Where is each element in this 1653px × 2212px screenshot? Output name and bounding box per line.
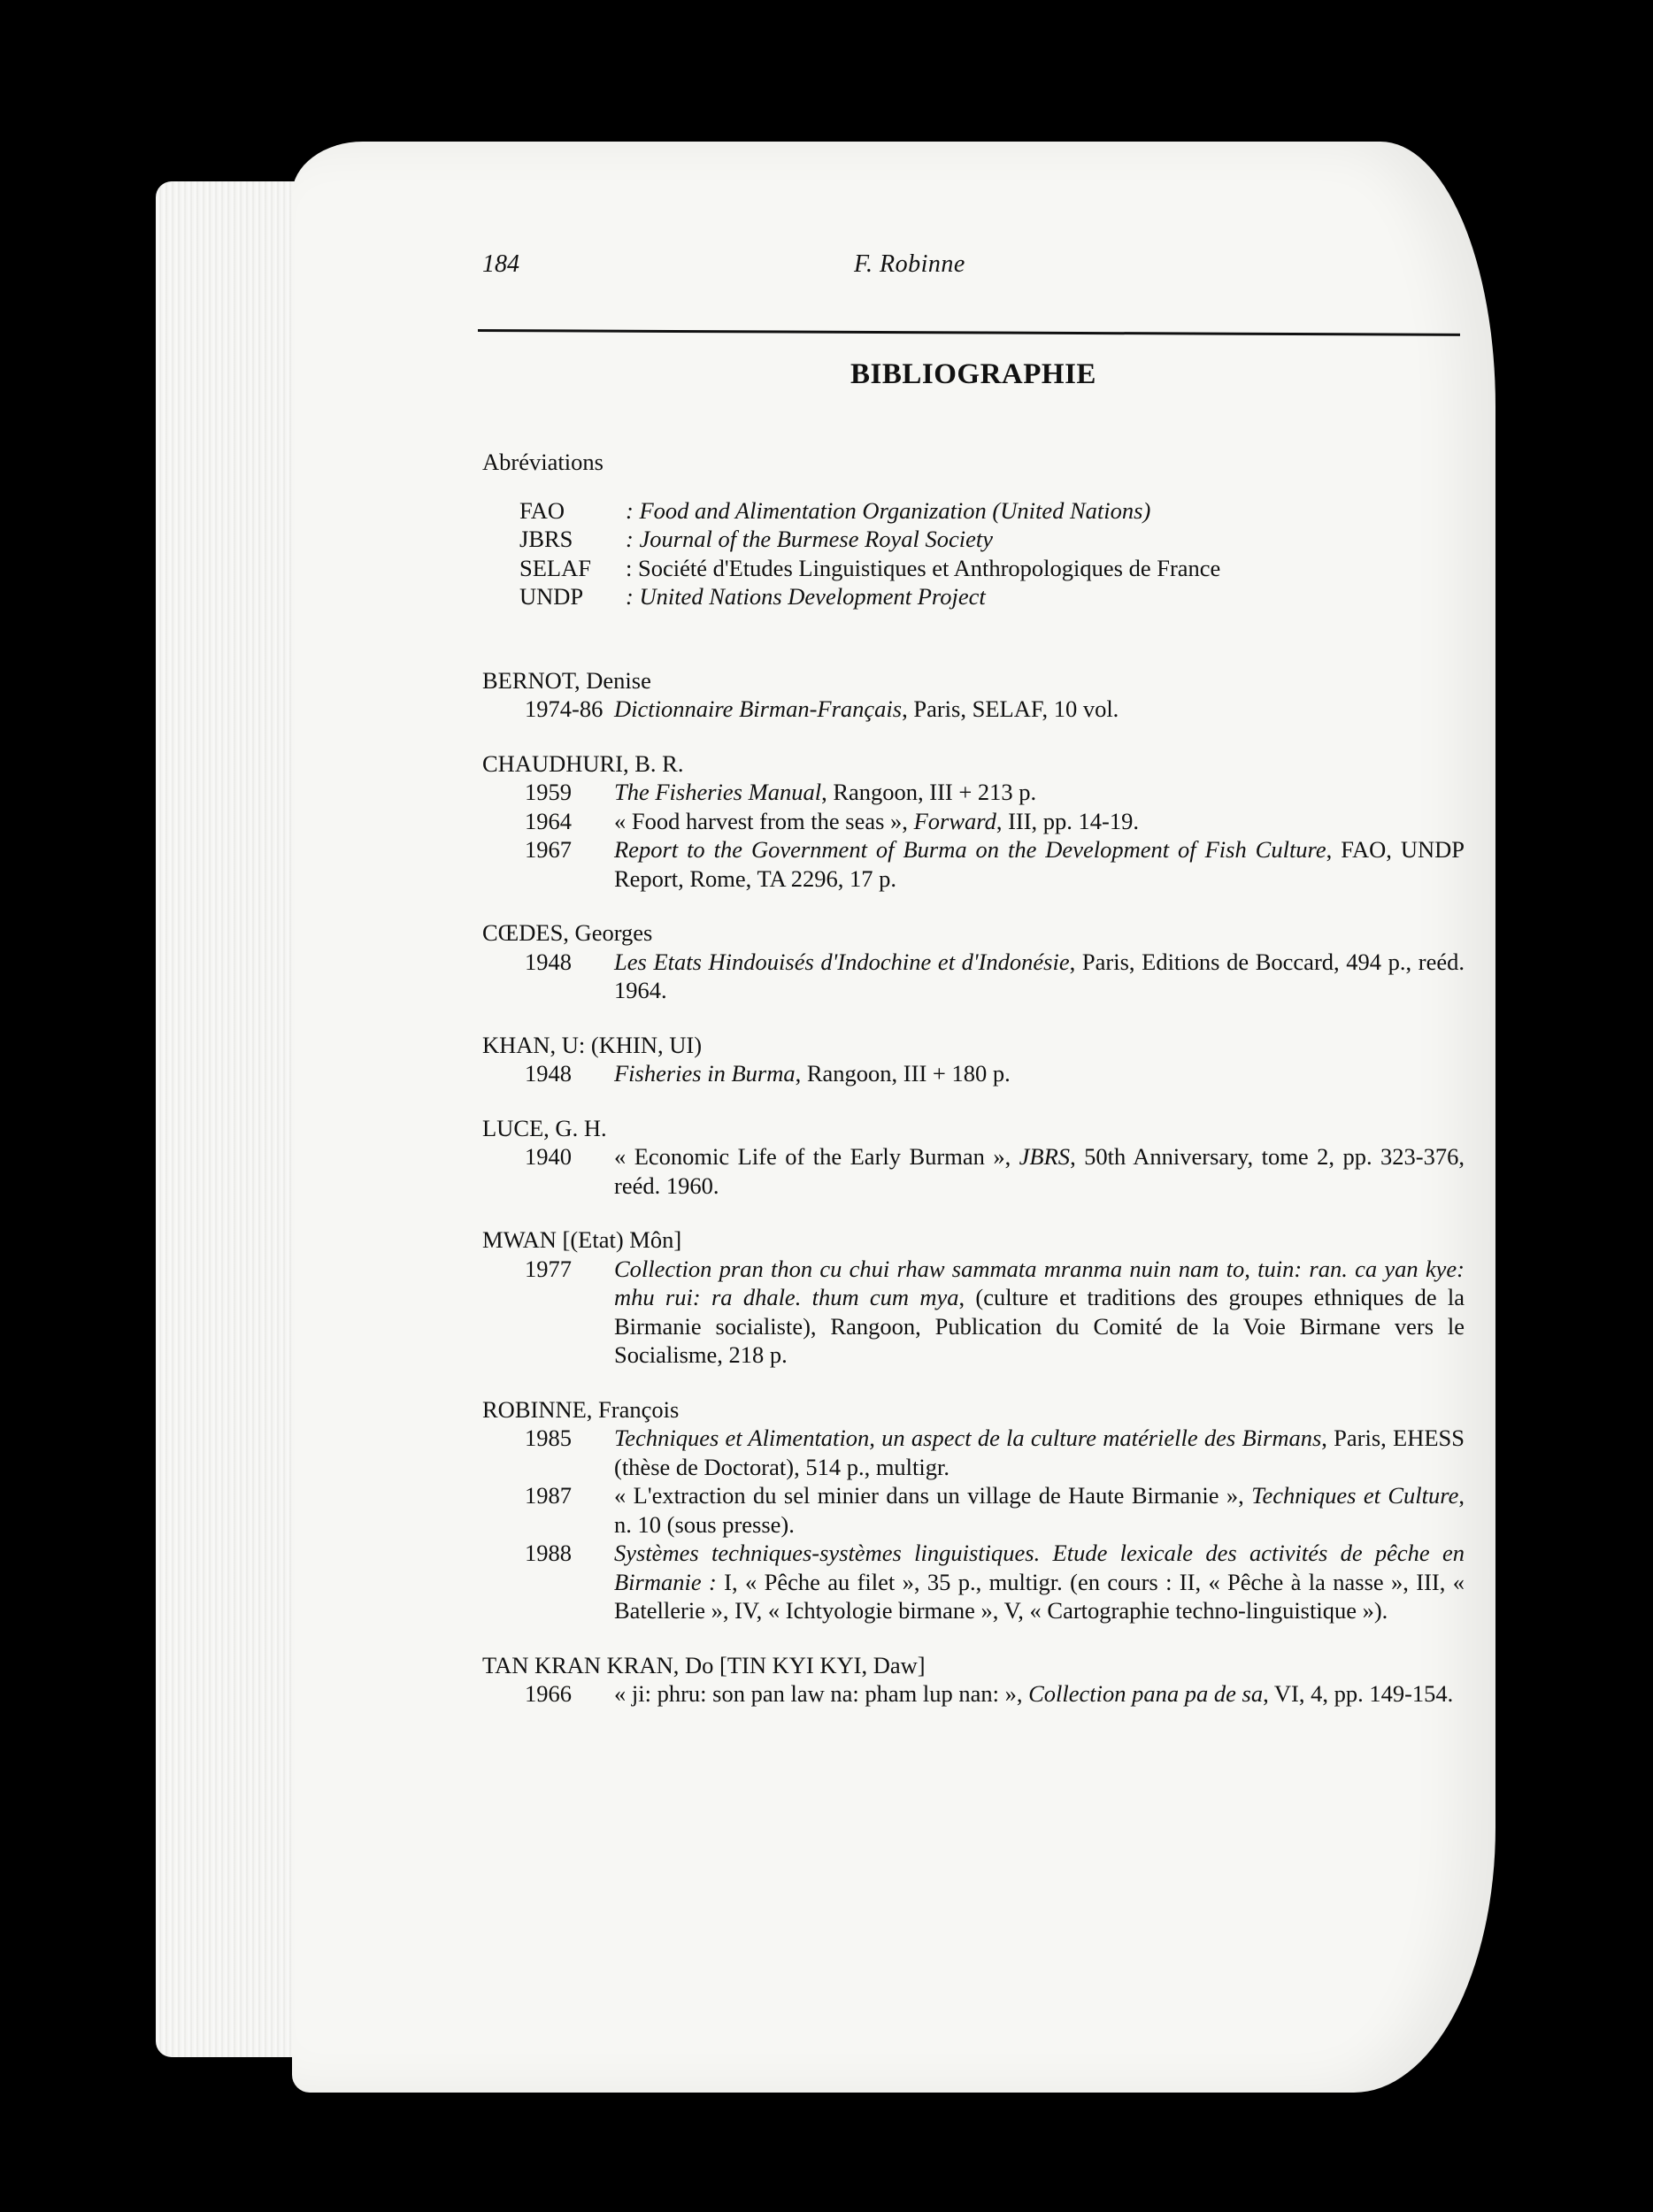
entry-title: The Fisheries Manual	[614, 779, 822, 805]
abbreviation-definition: : Société d'Etudes Linguistiques et Anthropologiques de France	[626, 554, 1221, 581]
bibliography-entry	[482, 1679, 1465, 1709]
abbreviation-row	[482, 496, 1465, 526]
entry-text	[614, 1679, 1465, 1709]
abbreviation-code: SELAF	[519, 554, 591, 581]
entry-year: 1974-86	[525, 695, 604, 722]
abbreviation-row	[482, 525, 1465, 554]
entry-details: , Paris, Editions de Boccard, 494 p., reéd. 1964.	[614, 948, 1465, 1003]
entry-year: 1987	[525, 1482, 572, 1509]
author-spacer	[482, 1370, 1465, 1395]
abbreviation-definition: : United Nations Development Project	[626, 583, 986, 610]
entry-text	[614, 807, 1465, 836]
bibliography-entry	[482, 835, 1465, 893]
section-title: BIBLIOGRAPHIE	[850, 358, 1096, 390]
entry-text	[614, 778, 1465, 807]
author-spacer	[482, 1200, 1465, 1225]
entry-text	[614, 1481, 1465, 1539]
author-name: CŒDES, Georges	[482, 919, 653, 946]
page-number: 184	[482, 250, 519, 278]
entry-details: , Rangoon, III + 180 p.	[795, 1060, 1011, 1087]
author-name: KHAN, U: (KHIN, UI)	[482, 1031, 703, 1058]
entry-year: 1967	[525, 836, 572, 863]
abbreviations-list	[482, 496, 1465, 611]
entry-details: , III, pp. 14-19.	[996, 807, 1140, 834]
abbreviation-code: UNDP	[519, 583, 584, 610]
running-title: F. Robinne	[854, 250, 965, 278]
entry-title: Fisheries in Burma	[614, 1060, 796, 1087]
entry-year: 1959	[525, 779, 572, 805]
bibliography-entry	[482, 1481, 1465, 1539]
bibliography-entry	[482, 695, 1465, 724]
entry-prefix: « L'extraction du sel minier dans un village de Haute Birmanie »,	[614, 1482, 1252, 1509]
entry-details: , n. 10 (sous presse).	[614, 1482, 1465, 1538]
entry-text	[614, 1539, 1465, 1625]
author-name: BERNOT, Denise	[482, 666, 651, 694]
bibliography-entry	[482, 948, 1465, 1005]
entry-title: Collection pran thon cu chui rhaw sammata mranma nuin nam to, tuin: ran. ca yan kye: mhu rui: ra dhale. thum cum mya	[614, 1255, 1465, 1310]
author-spacer	[482, 1625, 1465, 1651]
bibliography-entry	[482, 1539, 1465, 1625]
entry-title: Forward	[913, 807, 996, 834]
entry-details: , VI, 4, pp. 149-154.	[1263, 1680, 1454, 1707]
author-name: MWAN [(Etat) Môn]	[482, 1226, 682, 1253]
entry-year: 1948	[525, 1060, 572, 1087]
entry-text	[614, 1255, 1465, 1370]
entry-text	[614, 835, 1465, 893]
abbreviation-code: FAO	[519, 496, 565, 524]
entry-title: Collection pana pa de sa	[1028, 1680, 1264, 1707]
author-spacer	[482, 1088, 1465, 1114]
entry-details: , Paris, SELAF, 10 vol.	[902, 695, 1119, 722]
entry-title: Techniques et Culture	[1251, 1482, 1459, 1509]
author-spacer	[482, 893, 1465, 918]
bibliography-entry	[482, 807, 1465, 836]
entry-year: 1988	[525, 1540, 572, 1566]
entry-year: 1977	[525, 1255, 572, 1282]
entry-details: , (culture et traditions des groupes ethniques de la Birmanie socialiste), Rangoon, Publication du Comité de la Voie Birmane vers le Socialisme, 218 p.	[614, 1284, 1465, 1368]
author-name: CHAUDHURI, B. R.	[482, 749, 684, 777]
abbreviation-definition: : Food and Alimentation Organization (United Nations)	[626, 496, 1151, 524]
bibliography-entry	[482, 1424, 1465, 1481]
entry-details: I, « Pêche au filet », 35 p., multigr. (en cours : II, « Pêche à la nasse », III, « Batellerie », IV, « Ichtyologie birmane », V, « Cartographie techno-linguistique »).	[614, 1568, 1465, 1624]
entry-title: Systèmes techniques-systèmes linguistiques. Etude lexicale des activités de pêche en Birmanie :	[614, 1540, 1465, 1595]
entry-details: , 50th Anniversary, tome 2, pp. 323-376, reéd. 1960.	[614, 1143, 1465, 1199]
entry-details: , Paris, EHESS (thèse de Doctorat), 514 p., multigr.	[614, 1425, 1465, 1480]
entry-year: 1948	[525, 948, 572, 975]
bibliography-entry	[482, 1059, 1465, 1088]
book-page-edges	[156, 181, 306, 2057]
entry-details: , FAO, UNDP Report, Rome, TA 2296, 17 p.	[614, 836, 1465, 892]
author-spacer	[482, 724, 1465, 749]
abbreviation-row	[482, 554, 1465, 583]
entry-text	[614, 1424, 1465, 1481]
abbreviation-definition: : Journal of the Burmese Royal Society	[626, 526, 994, 552]
page-header	[482, 250, 1465, 295]
entry-prefix: « ji: phru: son pan law na: pham lup nan: »,	[614, 1680, 1029, 1707]
bibliography-list	[482, 666, 1465, 1709]
entry-title: Report to the Government of Burma on the Development of Fish Culture	[614, 836, 1326, 863]
bibliography-entry	[482, 778, 1465, 807]
entry-title: Dictionnaire Birman-Français	[614, 695, 903, 722]
abbreviations-heading: Abréviations	[482, 449, 604, 475]
entry-year: 1964	[525, 807, 572, 834]
bibliography-content	[482, 448, 1465, 1709]
entry-title: Les Etats Hindouisés d'Indochine et d'Indonésie	[614, 948, 1070, 975]
entry-text	[614, 1142, 1465, 1200]
entry-prefix: « Economic Life of the Early Burman »,	[614, 1143, 1019, 1170]
bibliography-entry	[482, 1142, 1465, 1200]
entry-prefix: « Food harvest from the seas »,	[614, 807, 914, 834]
abbreviation-row	[482, 582, 1465, 611]
entry-text	[614, 695, 1465, 724]
bibliography-entry	[482, 1255, 1465, 1370]
entry-year: 1966	[525, 1680, 572, 1707]
author-name: TAN KRAN KRAN, Do [TIN KYI KYI, Daw]	[482, 1651, 926, 1678]
entry-text	[614, 1059, 1465, 1088]
author-name: LUCE, G. H.	[482, 1114, 607, 1141]
entry-details: , Rangoon, III + 213 p.	[821, 779, 1037, 805]
abbreviation-code: JBRS	[519, 526, 573, 552]
entry-title: Techniques et Alimentation, un aspect de la culture matérielle des Birmans	[614, 1425, 1322, 1451]
author-spacer	[482, 1005, 1465, 1031]
entry-title: JBRS	[1019, 1143, 1071, 1170]
author-name: ROBINNE, François	[482, 1395, 680, 1423]
entry-text	[614, 948, 1465, 1005]
entry-year: 1985	[525, 1425, 572, 1451]
entry-year: 1940	[525, 1143, 572, 1170]
